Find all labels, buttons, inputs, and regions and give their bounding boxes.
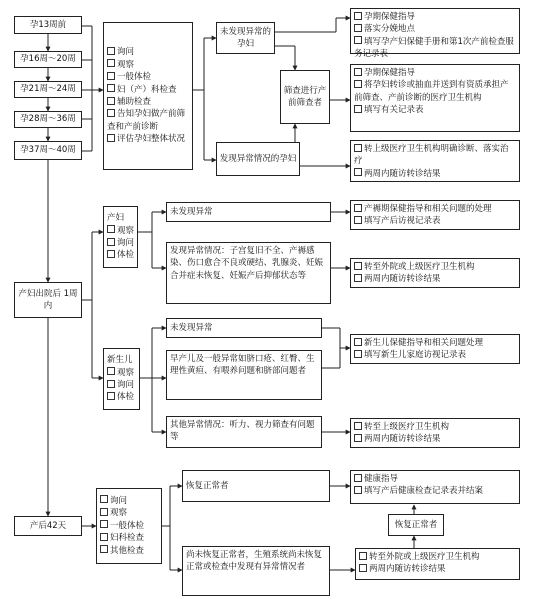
- pp42-service-item: 妇科检查: [100, 532, 158, 544]
- stage-postpartum-42-days: 产后42天: [14, 516, 82, 536]
- prenatal-service-item: 妇（产）科检查: [107, 84, 189, 96]
- pp42-unrecovered-box: 尚未恢复正常者，生殖系统尚未恢复正常或检查中发现有异常情况者: [182, 546, 330, 596]
- stage-pregnancy-13-weeks: 孕13周前: [14, 16, 82, 34]
- newborn-visit-title: 新生儿: [107, 355, 133, 366]
- pp42-recovered-followup-box: 恢复正常者: [388, 514, 444, 536]
- stage-pregnancy-28-36-weeks: 孕28周～36周: [14, 111, 82, 128]
- mother-visit-item: 体检: [107, 249, 134, 261]
- pp42-recovered-actions: [350, 470, 520, 504]
- action-item: 填写新生儿家庭访视记录表: [354, 349, 516, 361]
- pp42-service-item: 一般体检: [100, 520, 158, 532]
- newborn-visit-item: 询问: [107, 379, 136, 391]
- mother-visit-item: 观察: [107, 225, 134, 237]
- prenatal-abnormal-actions: [350, 140, 520, 182]
- prenatal-service-item: 辅助检查: [107, 96, 189, 108]
- action-item: 填写产后健康检查记录表并结案: [354, 485, 516, 497]
- action-item: 健康指导: [354, 473, 516, 485]
- prenatal-services-box: [103, 22, 193, 170]
- action-item: 转至上级医疗卫生机构: [354, 421, 516, 433]
- action-item: 填写孕产妇保健手册和第1次产前检查服务记录表: [354, 36, 516, 61]
- newborn-abnormal-box: 早产儿及一般异常如脐口疮、红臀、生理性黄疸、有喂养问题和脐部问题者: [166, 350, 322, 400]
- mother-abnormal-actions: [350, 258, 520, 288]
- action-item: 转至外院或上级医疗卫生机构: [359, 551, 516, 563]
- stage-pregnancy-37-40-weeks: 孕37周～40周: [14, 141, 82, 160]
- newborn-other-abnormal-box: 其他异常情况：听力、视力筛查有问题等: [166, 416, 322, 448]
- action-item: 两周内随访转诊结果: [354, 168, 516, 180]
- prenatal-abnormal-box: 发现异常情况的孕妇: [216, 142, 300, 176]
- pp42-service-item: 询问: [100, 495, 158, 507]
- action-item: 新生儿保健指导和相关问题处理: [354, 337, 516, 349]
- pp42-recovered-box: 恢复正常者: [182, 470, 330, 502]
- action-item: 两周内随访转诊结果: [359, 563, 516, 575]
- action-item: 孕期保健指导: [354, 67, 516, 79]
- newborn-visit-item: 体检: [107, 391, 136, 403]
- action-item: 填写有关记录表: [354, 104, 516, 116]
- mother-normal-actions: [350, 200, 520, 230]
- mother-visit-item: 询问: [107, 237, 134, 249]
- newborn-visit-item: 观察: [107, 367, 136, 379]
- stage-postpartum-1-week: 产妇出院后 1周内: [14, 282, 82, 318]
- newborn-visit-box: [103, 348, 140, 410]
- stage-pregnancy-16-20-weeks: 孕16周～20周: [14, 51, 82, 68]
- newborn-normal-box: 未发现异常: [166, 318, 322, 338]
- mother-visit-title: 产妇: [107, 213, 125, 224]
- newborn-normal-actions: [350, 334, 520, 364]
- newborn-other-abnormal-actions: [350, 418, 520, 448]
- pp42-services-box: [96, 488, 162, 564]
- action-item: 两周内随访转诊结果: [354, 273, 516, 285]
- prenatal-service-item: 一般体检: [107, 71, 189, 83]
- prenatal-service-item: 评估孕妇整体状况: [107, 133, 189, 145]
- mother-visit-box: [103, 206, 138, 268]
- pp42-service-item: 观察: [100, 507, 158, 519]
- action-item: 将孕妇转诊或抽血并送到有资质承担产前筛查、产前诊断的医疗卫生机构: [354, 79, 516, 104]
- mother-abnormal-box: 发现异常情况：子宫复旧不全、产褥感染、伤口愈合不良或硬结、乳腺炎、妊娠合并症未恢复、妊娠产后抑郁状态等: [166, 242, 331, 304]
- action-item: 转上级医疗卫生机构明确诊断、落实治疗: [354, 143, 516, 168]
- screening-actions: [350, 64, 520, 132]
- prenatal-service-item: 观察: [107, 59, 189, 71]
- pp42-unrecovered-actions: [355, 548, 520, 580]
- action-item: 转至外院或上级医疗卫生机构: [354, 261, 516, 273]
- action-item: 落实分娩地点: [354, 23, 516, 35]
- action-item: 填写产后访视记录表: [354, 215, 516, 227]
- action-item: 产褥期保健指导和相关问题的处理: [354, 203, 516, 215]
- prenatal-normal-actions: [350, 8, 520, 60]
- action-item: 两周内随访转诊结果: [354, 433, 516, 445]
- prenatal-service-item: 询问: [107, 46, 189, 58]
- prenatal-normal-box: 未发现异常的孕妇: [216, 22, 275, 54]
- prenatal-service-item: 告知孕妇做产前筛查和产前诊断: [107, 108, 189, 133]
- screening-box: 筛查进行产前筛查者: [280, 70, 330, 124]
- action-item: 孕期保健指导: [354, 11, 516, 23]
- stage-pregnancy-21-24-weeks: 孕21周～24周: [14, 81, 82, 98]
- mother-normal-box: 未发现异常: [166, 202, 331, 222]
- pp42-service-item: 其他检查: [100, 545, 158, 557]
